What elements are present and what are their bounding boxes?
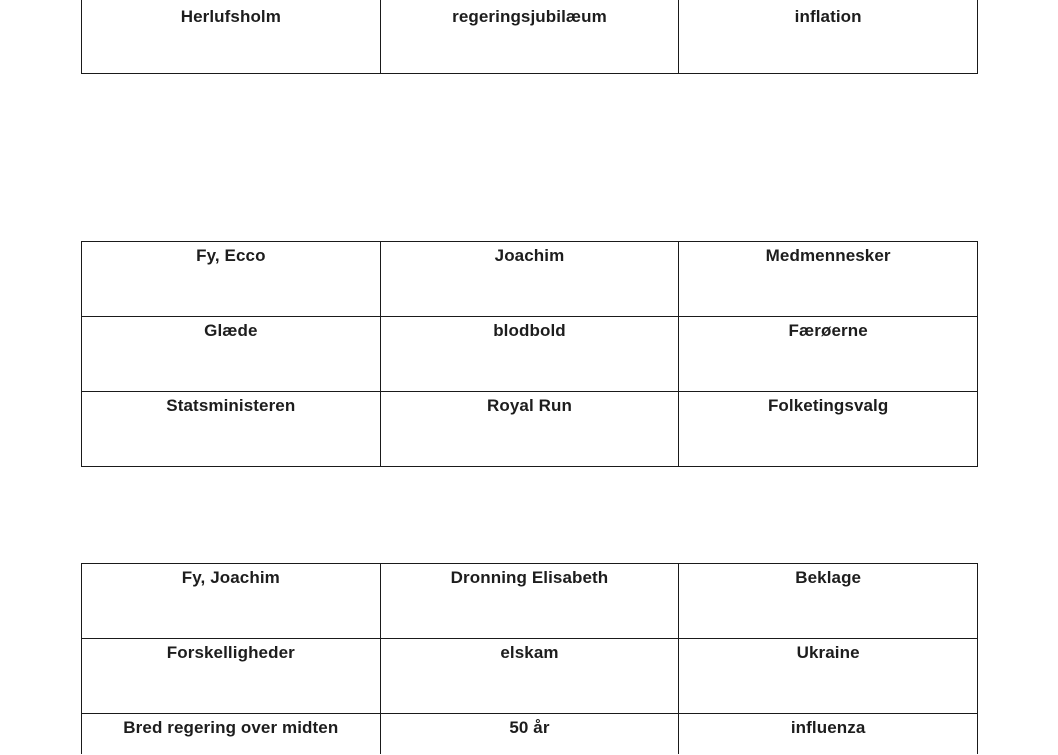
bingo-cell: Dronning Elisabeth	[380, 564, 679, 639]
bingo-card-2	[81, 241, 978, 467]
bingo-cell: Forskelligheder	[82, 639, 381, 714]
table-row	[82, 714, 978, 754]
bingo-cell: Ukraine	[679, 639, 978, 714]
table-row	[82, 317, 978, 392]
bingo-cell: Færøerne	[679, 317, 978, 392]
bingo-card-3	[81, 563, 978, 754]
bingo-cell: influenza	[679, 714, 978, 754]
bingo-cell: blodbold	[380, 317, 679, 392]
bingo-cell: Medmennesker	[679, 242, 978, 317]
bingo-cell: Statsministeren	[82, 392, 381, 467]
bingo-cell: Herlufsholm	[82, 0, 381, 73]
table-row	[82, 0, 978, 73]
table-row	[82, 242, 978, 317]
bingo-cell: Joachim	[380, 242, 679, 317]
bingo-cell: Royal Run	[380, 392, 679, 467]
bingo-cell: inflation	[679, 0, 978, 73]
bingo-cell: Beklage	[679, 564, 978, 639]
bingo-cell: regeringsjubilæum	[380, 0, 679, 73]
bingo-cell: Glæde	[82, 317, 381, 392]
bingo-cell: Fy, Ecco	[82, 242, 381, 317]
table-row	[82, 639, 978, 714]
table-row	[82, 564, 978, 639]
bingo-cell: Fy, Joachim	[82, 564, 381, 639]
bingo-cell: Bred regering over midten	[82, 714, 381, 754]
bingo-cell: elskam	[380, 639, 679, 714]
table-row	[82, 392, 978, 467]
bingo-card-1	[81, 0, 978, 74]
bingo-cell: Folketingsvalg	[679, 392, 978, 467]
bingo-cell: 50 år	[380, 714, 679, 754]
